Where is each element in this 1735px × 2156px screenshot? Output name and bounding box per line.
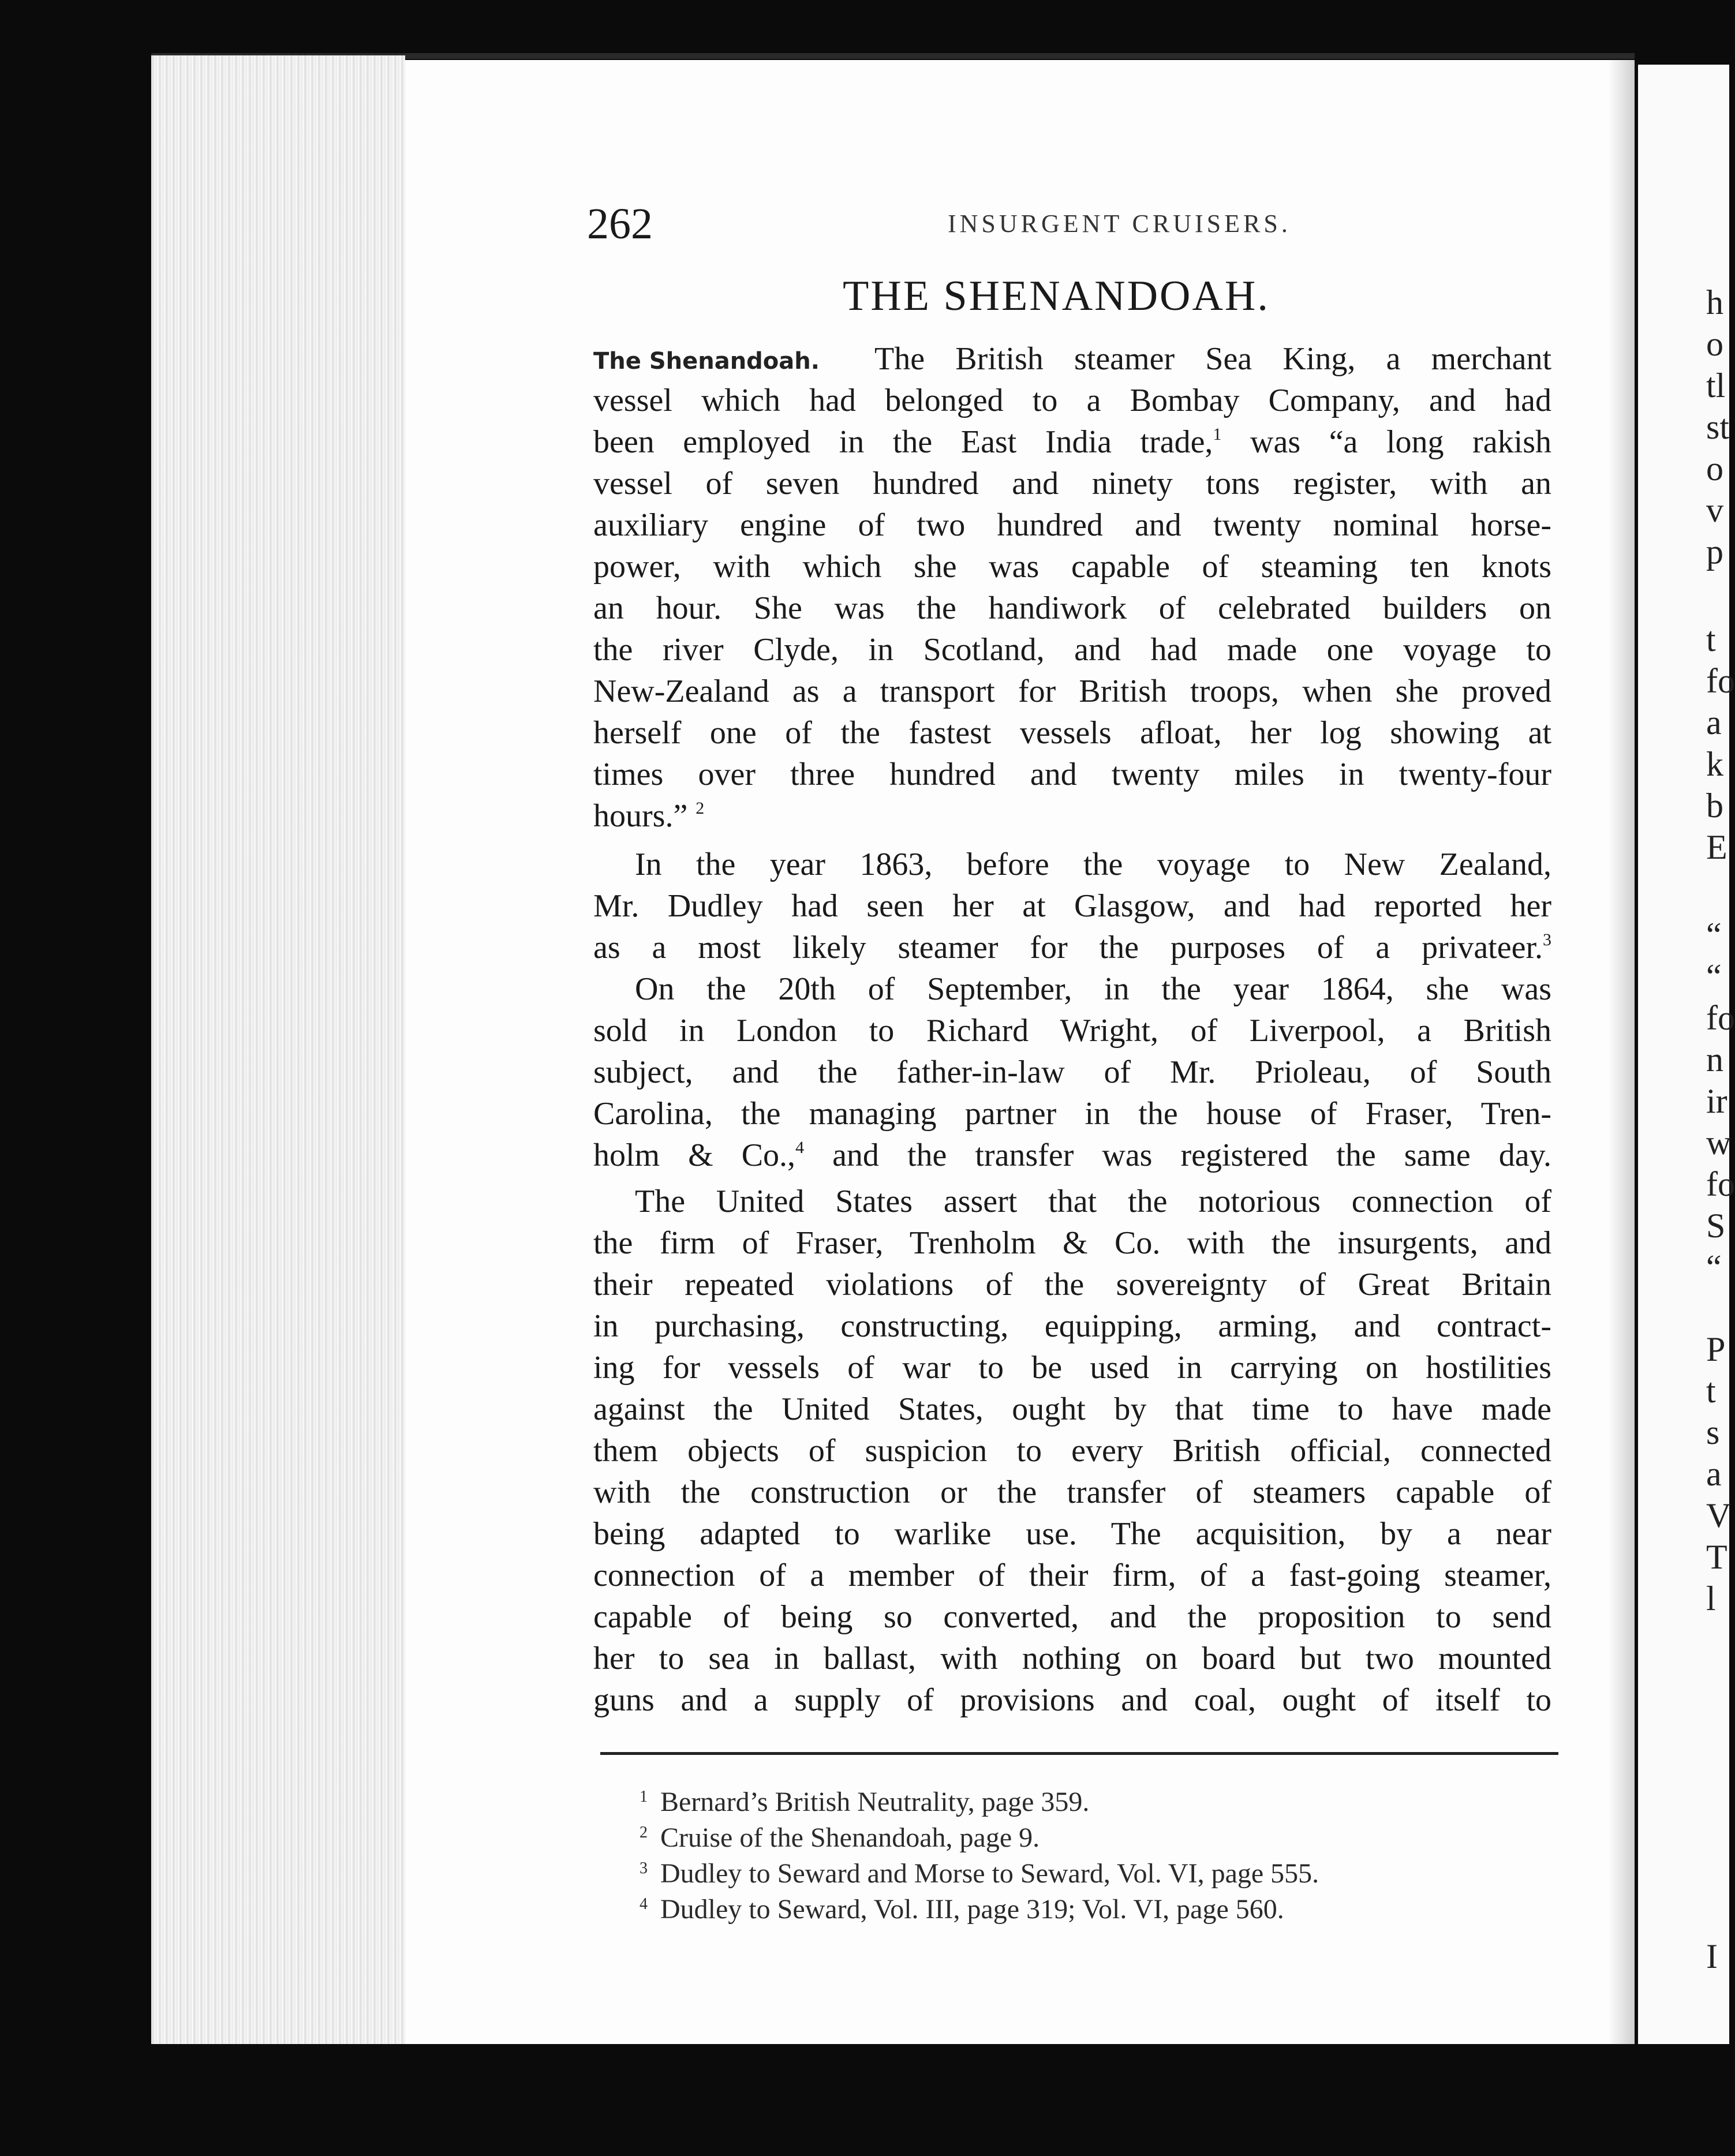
text-line: herself one of the fastest vessels afloat, her log showing at — [593, 715, 1551, 751]
facing-fragment: V — [1706, 1496, 1732, 1534]
text-line — [593, 795, 1551, 837]
text-line: the river Clyde, in Scotland, and had made one voyage to — [593, 632, 1551, 668]
footnote-text: Bernard’s British Neutrality, page 359. — [660, 1787, 1090, 1817]
facing-fragment: tl — [1706, 366, 1726, 405]
text-line: vessel of seven hundred and ninety tons register, with an — [593, 466, 1551, 501]
text-line — [593, 927, 1551, 968]
facing-fragment: fo — [1706, 999, 1735, 1037]
footnote-ref: 1 — [1213, 425, 1222, 444]
facing-fragment: h — [1706, 283, 1723, 321]
facing-fragment: st — [1706, 408, 1730, 446]
text-line: auxiliary engine of two hundred and twenty nominal horse- — [593, 507, 1551, 543]
facing-fragment: k — [1706, 745, 1723, 783]
facing-fragment: a — [1706, 1455, 1722, 1493]
text-line — [593, 421, 1551, 463]
text-line: The British steamer Sea King, a merchant — [874, 341, 1551, 377]
text-line: guns and a supply of provisions and coal, ought of itself to — [593, 1682, 1551, 1718]
text-line: sold in London to Richard Wright, of Liverpool, a British — [593, 1013, 1551, 1049]
footnote-mark: 2 — [640, 1824, 648, 1841]
footnote-ref: 3 — [1543, 930, 1551, 949]
facing-fragment: w — [1706, 1124, 1732, 1162]
facing-fragment: n — [1706, 1040, 1723, 1079]
facing-fragment: fo — [1706, 662, 1735, 700]
facing-fragment: E — [1706, 828, 1727, 866]
footnote-mark: 3 — [640, 1859, 648, 1877]
facing-fragment: “ — [1706, 916, 1722, 954]
facing-fragment: S — [1706, 1207, 1726, 1245]
footnote-text: Cruise of the Shenandoah, page 9. — [660, 1822, 1040, 1853]
facing-fragment: P — [1706, 1330, 1726, 1368]
footnote — [640, 1821, 1039, 1855]
text-line: On the 20th of September, in the year 1864, she was — [635, 971, 1551, 1007]
facing-fragment: t — [1706, 1372, 1716, 1410]
text-line-part: been employed in the East India trade, — [593, 424, 1213, 460]
text-line: Carolina, the managing partner in the house of Fraser, Tren- — [593, 1096, 1551, 1132]
text-line-part: was “a long rakish — [1221, 424, 1552, 460]
text-line: being adapted to warlike use. The acquisition, by a near — [593, 1516, 1551, 1552]
text-line: connection of a member of their firm, of a fast-going steamer, — [593, 1558, 1551, 1593]
footnote-ref: 4 — [795, 1138, 805, 1157]
facing-fragment: “ — [1706, 957, 1722, 995]
footnote-divider — [600, 1752, 1558, 1755]
text-line-part: as a most likely steamer for the purposes of a privateer. — [593, 930, 1543, 965]
facing-page-strip — [1638, 65, 1735, 2044]
footnote-text: Dudley to Seward, Vol. III, page 319; Vol. VI, page 560. — [660, 1894, 1284, 1925]
footnote — [640, 1786, 1089, 1819]
text-line: the firm of Fraser, Trenholm & Co. with the insurgents, and — [593, 1225, 1551, 1261]
text-line: against the United States, ought by that time to have made — [593, 1391, 1551, 1427]
text-line: ing for vessels of war to be used in carrying on hostilities — [593, 1350, 1551, 1386]
facing-fragment: s — [1706, 1413, 1720, 1451]
stacked-page-edges — [151, 55, 405, 2044]
text-line-part: and the transfer was registered the same day. — [804, 1137, 1551, 1173]
facing-fragment: a — [1706, 703, 1722, 742]
text-line: Mr. Dudley had seen her at Glasgow, and had reported her — [593, 888, 1551, 924]
text-line: their repeated violations of the sovereignty of Great Britain — [593, 1267, 1551, 1302]
text-line: New-Zealand as a transport for British troops, when she proved — [593, 673, 1551, 709]
footnote — [640, 1893, 1284, 1926]
page-number: 262 — [587, 200, 653, 248]
text-line: in purchasing, constructing, equipping, arming, and contract- — [593, 1308, 1551, 1344]
facing-fragment: b — [1706, 787, 1723, 825]
facing-fragment: I — [1706, 1937, 1718, 1975]
footnote-ref: 2 — [696, 799, 705, 818]
facing-fragment: p — [1706, 533, 1723, 571]
text-line: subject, and the father-in-law of Mr. Prioleau, of South — [593, 1054, 1551, 1090]
text-line: vessel which had belonged to a Bombay Company, and had — [593, 383, 1551, 418]
facing-fragment: “ — [1706, 1248, 1722, 1286]
text-line: with the construction or the transfer of steamers capable of — [593, 1474, 1551, 1510]
text-line-part: hours.” — [593, 798, 688, 834]
facing-fragment: fo — [1706, 1165, 1735, 1203]
footnote-mark: 1 — [640, 1788, 648, 1806]
text-line: The United States assert that the notorious connection of — [635, 1184, 1551, 1219]
facing-fragment: v — [1706, 491, 1723, 529]
footnote — [640, 1857, 1319, 1891]
footnote-text: Dudley to Seward and Morse to Seward, Vol. VI, page 555. — [660, 1858, 1319, 1889]
chapter-title: THE SHENANDOAH. — [843, 272, 1270, 320]
text-line: times over three hundred and twenty miles in twenty-four — [593, 757, 1551, 792]
running-head: INSURGENT CRUISERS. — [948, 209, 1291, 238]
text-line: them objects of suspicion to every British official, connected — [593, 1433, 1551, 1469]
text-line: capable of being so converted, and the proposition to send — [593, 1599, 1551, 1635]
facing-fragment: t — [1706, 620, 1716, 658]
text-line: an hour. She was the handiwork of celebrated builders on — [593, 590, 1551, 626]
facing-fragment: o — [1706, 325, 1723, 363]
text-line: power, with which she was capable of steaming ten knots — [593, 549, 1551, 585]
text-line-part: holm & Co., — [593, 1137, 796, 1173]
text-line: In the year 1863, before the voyage to New Zealand, — [635, 847, 1551, 882]
facing-fragment: l — [1706, 1579, 1716, 1618]
facing-fragment: T — [1706, 1538, 1727, 1576]
facing-fragment: o — [1706, 450, 1723, 488]
text-line — [593, 1135, 1551, 1176]
facing-fragment: ir — [1706, 1082, 1727, 1120]
text-line: her to sea in ballast, with nothing on board but two mounted — [593, 1641, 1551, 1676]
margin-sidenote: The Shenandoah. — [593, 348, 820, 375]
footnote-mark: 4 — [640, 1895, 648, 1913]
